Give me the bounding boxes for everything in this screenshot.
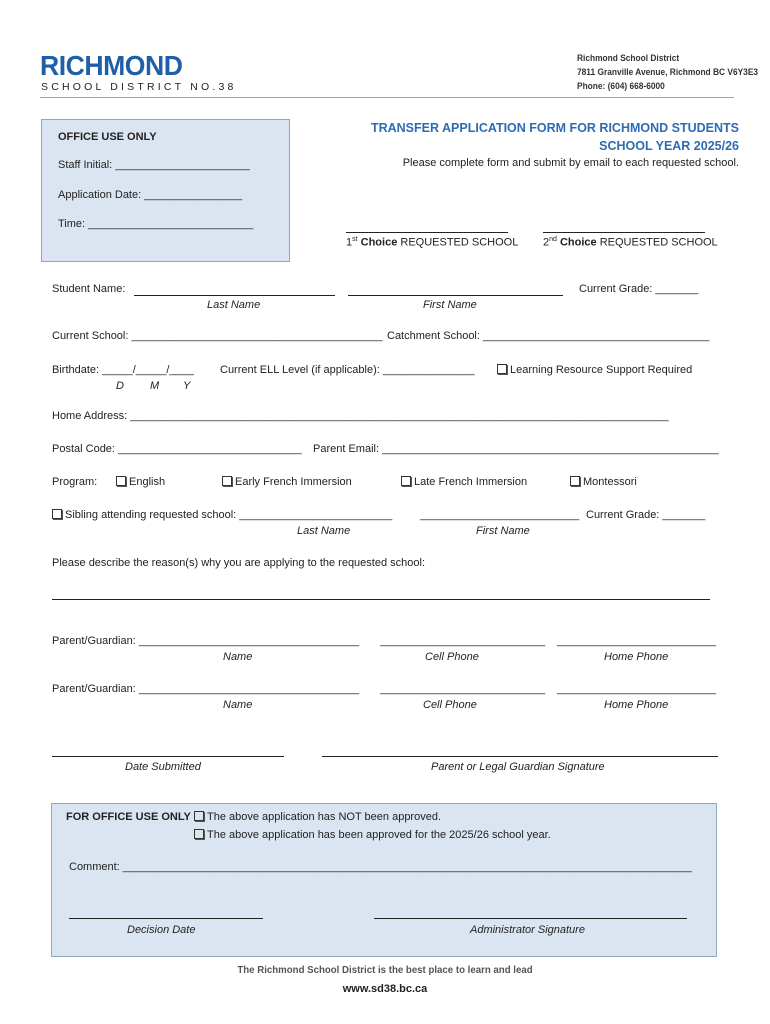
org-address: 7811 Granville Avenue, Richmond BC V6Y3E3: [577, 67, 759, 78]
cell-caption-1: Cell Phone: [425, 651, 479, 663]
program-label: Program:: [52, 476, 98, 488]
parent-guardian-1-home[interactable]: __________________________: [557, 635, 717, 647]
parent-guardian-2-field[interactable]: Parent/Guardian: ____________________________________: [52, 683, 360, 695]
last-name-caption: Last Name: [207, 299, 261, 311]
sibling-first-caption: First Name: [476, 525, 530, 537]
office-use-heading: OFFICE USE ONLY: [58, 131, 157, 143]
ell-level-field[interactable]: Current ELL Level (if applicable): _______________: [220, 364, 475, 376]
form-title-line2: SCHOOL YEAR 2025/26: [599, 139, 739, 153]
date-submitted-line[interactable]: [52, 756, 284, 757]
checkbox-icon[interactable]: [497, 364, 507, 374]
name-caption-1: Name: [223, 651, 253, 663]
form-instruction: Please complete form and submit by email to each requested school.: [402, 157, 739, 169]
sibling-grade-field[interactable]: Current Grade: _______: [586, 509, 706, 521]
org-phone: Phone: (604) 668-6000: [577, 81, 665, 92]
first-choice-line[interactable]: [346, 232, 508, 233]
day-caption: D: [116, 380, 124, 392]
sibling-last-caption: Last Name: [297, 525, 351, 537]
footer-url[interactable]: www.sd38.bc.ca: [342, 983, 428, 995]
name-caption-2: Name: [223, 699, 253, 711]
first-name-caption: First Name: [423, 299, 477, 311]
program-late-french[interactable]: Late French Immersion: [401, 476, 527, 488]
admin-signature-line[interactable]: [374, 918, 687, 919]
comment-field[interactable]: Comment: _____________________________________________________________________________________________: [69, 861, 692, 873]
signature-line[interactable]: [322, 756, 718, 757]
checkbox-icon[interactable]: [116, 476, 126, 486]
checkbox-icon[interactable]: [570, 476, 580, 486]
parent-guardian-2-cell[interactable]: ___________________________: [380, 683, 546, 695]
form-title-line1: TRANSFER APPLICATION FORM FOR RICHMOND STUDENTS: [370, 121, 739, 135]
admin-signature-caption: Administrator Signature: [470, 924, 585, 936]
checkbox-icon[interactable]: [401, 476, 411, 486]
decision-date-caption: Decision Date: [127, 924, 196, 936]
footer-tagline: The Richmond School District is the best place to learn and lead: [237, 964, 533, 976]
lrs-checkbox-row[interactable]: Learning Resource Support Required: [497, 364, 692, 376]
second-choice-line[interactable]: [543, 232, 705, 233]
time-field[interactable]: Time: ___________________________: [58, 218, 254, 230]
staff-initial-field[interactable]: Staff Initial: ______________________: [58, 159, 250, 171]
office-decision-heading: FOR OFFICE USE ONLY: [66, 811, 191, 823]
parent-guardian-1-field[interactable]: Parent/Guardian: ____________________________________: [52, 635, 360, 647]
cell-caption-2: Cell Phone: [423, 699, 477, 711]
program-english[interactable]: English: [116, 476, 165, 488]
home-caption-1: Home Phone: [604, 651, 669, 663]
first-choice-label: 1st Choice REQUESTED SCHOOL: [346, 236, 519, 249]
home-address-field[interactable]: Home Address: ________________________________________________________________________________________: [52, 410, 669, 422]
checkbox-icon[interactable]: [194, 811, 204, 821]
signature-caption: Parent or Legal Guardian Signature: [431, 761, 605, 773]
student-name-label: Student Name:: [52, 283, 126, 295]
birthdate-field[interactable]: Birthdate: _____/_____/____: [52, 364, 194, 376]
checkbox-icon[interactable]: [194, 829, 204, 839]
current-school-field[interactable]: Current School: _________________________________________: [52, 330, 383, 342]
parent-guardian-2-home[interactable]: __________________________: [557, 683, 717, 695]
last-name-input[interactable]: [134, 295, 335, 296]
sibling-row[interactable]: Sibling attending requested school: _________________________: [52, 509, 392, 521]
header-divider: [40, 97, 734, 98]
first-name-input[interactable]: [348, 295, 563, 296]
second-choice-label: 2nd Choice REQUESTED SCHOOL: [543, 236, 718, 249]
approved-option[interactable]: The above application has been approved for the 2025/26 school year.: [194, 829, 551, 841]
year-caption: Y: [183, 380, 191, 392]
home-caption-2: Home Phone: [604, 699, 669, 711]
application-date-field[interactable]: Application Date: ________________: [58, 189, 243, 201]
sibling-first-name-field[interactable]: __________________________: [420, 509, 580, 521]
program-montessori[interactable]: Montessori: [570, 476, 637, 488]
checkbox-icon[interactable]: [52, 509, 62, 519]
parent-email-field[interactable]: Parent Email: _______________________________________________________: [313, 443, 719, 455]
logo-subtitle: SCHOOL DISTRICT NO.38: [41, 81, 237, 93]
decision-date-line[interactable]: [69, 918, 263, 919]
reason-prompt: Please describe the reason(s) why you are applying to the requested school:: [52, 557, 425, 569]
checkbox-icon[interactable]: [222, 476, 232, 486]
reason-input-line[interactable]: [52, 599, 710, 600]
org-name: Richmond School District: [577, 53, 680, 64]
postal-code-field[interactable]: Postal Code: ______________________________: [52, 443, 302, 455]
parent-guardian-1-cell[interactable]: ___________________________: [380, 635, 546, 647]
date-submitted-caption: Date Submitted: [125, 761, 201, 773]
catchment-school-field[interactable]: Catchment School: _____________________________________: [387, 330, 710, 342]
program-early-french[interactable]: Early French Immersion: [222, 476, 352, 488]
not-approved-option[interactable]: The above application has NOT been approved.: [194, 811, 441, 823]
logo-title: RICHMOND: [40, 50, 183, 81]
month-caption: M: [150, 380, 160, 392]
current-grade-field[interactable]: Current Grade: _______: [579, 283, 699, 295]
